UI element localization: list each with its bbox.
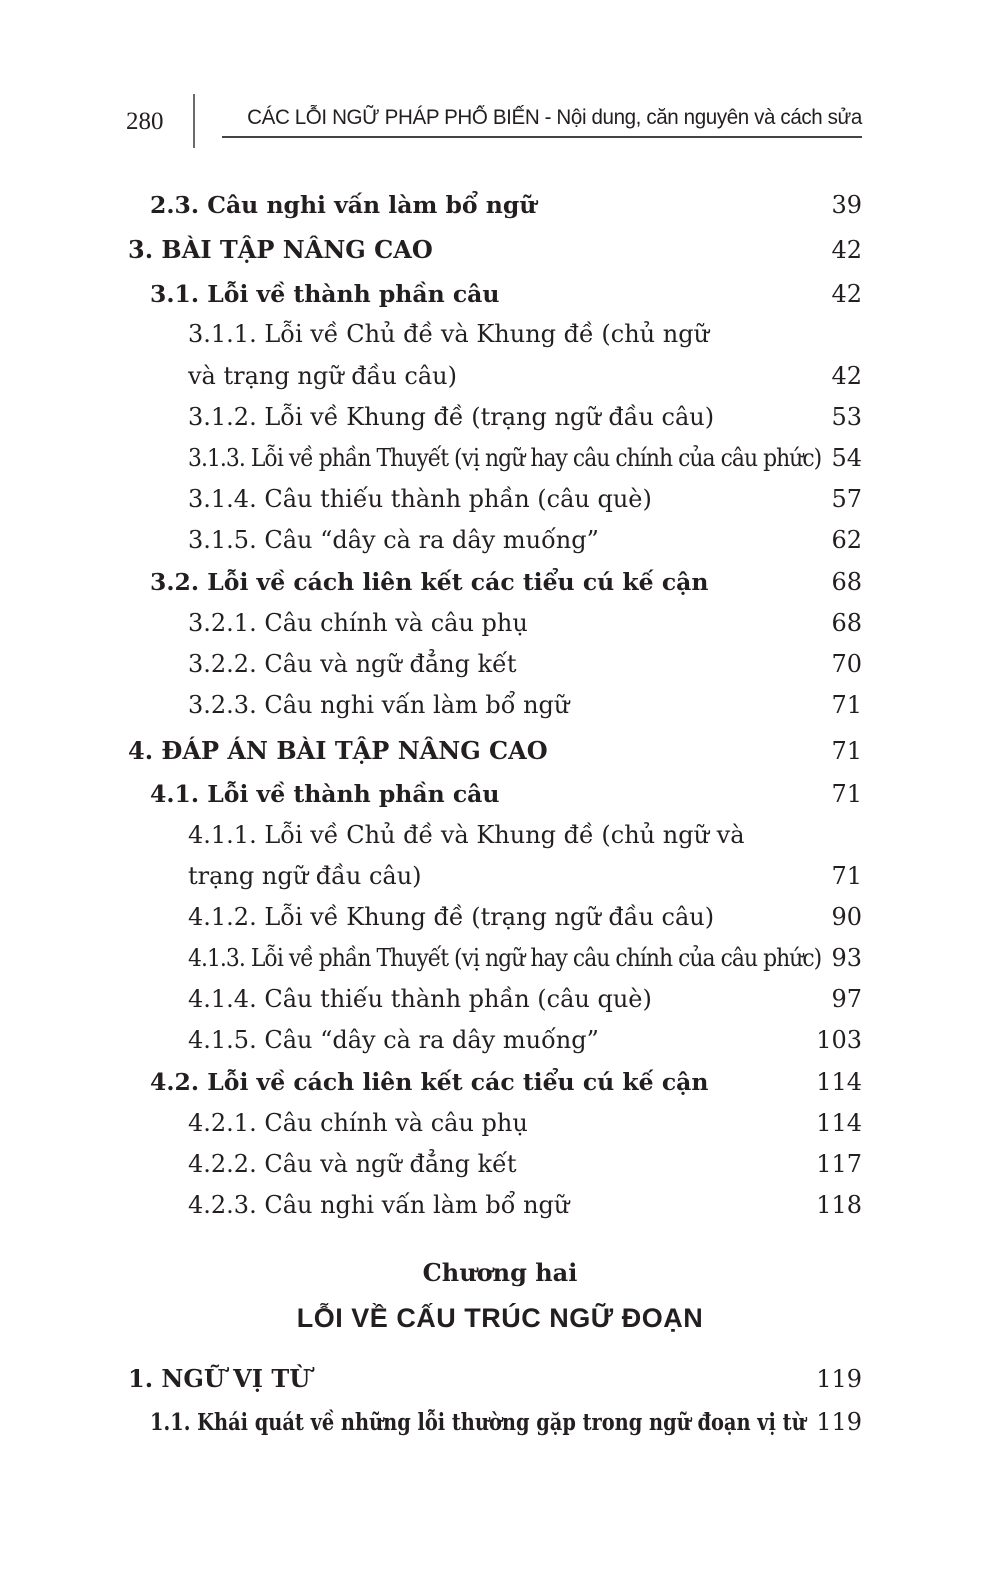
chapter-label: Chương hai: [422, 1258, 578, 1287]
toc-entry-title: và trạng ngữ đầu câu): [188, 362, 458, 390]
toc-entry-page: 42: [831, 280, 862, 308]
toc-entry-title: 3. BÀI TẬP NÂNG CAO: [128, 235, 433, 264]
toc-entry-page: 114: [816, 1068, 862, 1096]
toc-entry-title: 3.1. Lỗi về thành phần câu: [150, 280, 500, 308]
toc-entry-title: 3.1.5. Câu “dây cà ra dây muống”: [188, 526, 599, 554]
toc-entry-title: 4.2.3. Câu nghi vấn làm bổ ngữ: [188, 1191, 570, 1219]
toc-entry-title: 3.2.3. Câu nghi vấn làm bổ ngữ: [188, 691, 570, 719]
toc-entry-page: 70: [831, 650, 862, 678]
toc-entry-page: 42: [831, 362, 862, 390]
toc-entry-page: 54: [831, 444, 862, 472]
toc-entry-page: 118: [816, 1191, 862, 1219]
toc-entry-page: 68: [831, 568, 862, 596]
toc-entry-title: 1. NGỮ VỊ TỪ: [128, 1364, 311, 1393]
toc-entry-title: 4.1.2. Lỗi về Khung đề (trạng ngữ đầu câu): [188, 903, 715, 931]
toc-entry-title: 4.1.3. Lỗi về phần Thuyết (vị ngữ hay câu chính của câu phức): [188, 944, 822, 972]
chapter-title: LỖI VỀ CẤU TRÚC NGỮ ĐOẠN: [296, 1303, 704, 1333]
toc-entry-title: 1.1. Khái quát về những lỗi thường gặp trong ngữ đoạn vị từ: [150, 1408, 806, 1436]
toc-entry-page: 71: [831, 691, 862, 719]
toc-entry-page: 114: [816, 1109, 862, 1137]
toc-entry-title: 3.2. Lỗi về cách liên kết các tiểu cú kế cận: [150, 568, 709, 596]
toc-entry-page: 97: [831, 985, 862, 1013]
toc-entry-title: 3.1.4. Câu thiếu thành phần (câu què): [188, 485, 652, 513]
running-title: CÁC LỖI NGỮ PHÁP PHỔ BIẾN - Nội dung, căn nguyên và cách sửa: [247, 106, 863, 129]
toc-entry-title: 4.1. Lỗi về thành phần câu: [150, 780, 500, 808]
toc-entry-page: 68: [831, 609, 862, 637]
toc-entry-title: 3.1.2. Lỗi về Khung đề (trạng ngữ đầu câu): [188, 403, 715, 431]
toc-entry-title: 4.1.1. Lỗi về Chủ đề và Khung đề (chủ ngữ và: [188, 821, 745, 849]
toc-entry-page: 90: [831, 903, 862, 931]
toc-entry-title: 3.2.2. Câu và ngữ đẳng kết: [188, 650, 517, 678]
page-header: [0, 88, 1000, 150]
toc-entry-title: trạng ngữ đầu câu): [188, 862, 422, 890]
toc-entry-page: 93: [831, 944, 862, 972]
toc-entry-page: 53: [831, 403, 862, 431]
toc-entry-title: 3.1.3. Lỗi về phần Thuyết (vị ngữ hay câu chính của câu phức): [188, 444, 822, 472]
header-rule: [222, 136, 862, 138]
header-divider: [193, 94, 195, 148]
toc-entry-page: 62: [831, 526, 862, 554]
toc-entry-page: 71: [831, 780, 862, 808]
toc-entry-title: 4.1.4. Câu thiếu thành phần (câu què): [188, 985, 652, 1013]
toc-entry-title: 4. ĐÁP ÁN BÀI TẬP NÂNG CAO: [128, 736, 548, 765]
toc-entry-page: 39: [831, 191, 862, 219]
toc-entry-page: 57: [831, 485, 862, 513]
toc-entry-title: 3.2.1. Câu chính và câu phụ: [188, 609, 528, 637]
toc-entry-title: 4.2.1. Câu chính và câu phụ: [188, 1109, 528, 1137]
toc-entry-title: 2.3. Câu nghi vấn làm bổ ngữ: [150, 191, 537, 219]
toc-entry-title: 3.1.1. Lỗi về Chủ đề và Khung đề (chủ ngữ: [188, 320, 710, 348]
toc-entry-page: 103: [816, 1026, 862, 1054]
toc-entry-title: 4.1.5. Câu “dây cà ra dây muống”: [188, 1026, 599, 1054]
toc-entry-title: 4.2.2. Câu và ngữ đẳng kết: [188, 1150, 517, 1178]
toc-entry-page: 71: [831, 862, 862, 890]
toc-entry-page: 119: [816, 1365, 862, 1393]
toc-entry-page: 119: [816, 1408, 862, 1436]
toc-entry-page: 42: [831, 236, 862, 264]
toc-entry-title: 4.2. Lỗi về cách liên kết các tiểu cú kế cận: [150, 1068, 709, 1096]
toc-entry-page: 117: [816, 1150, 862, 1178]
toc-entry-page: 71: [831, 737, 862, 765]
page-number: 280: [126, 108, 164, 135]
